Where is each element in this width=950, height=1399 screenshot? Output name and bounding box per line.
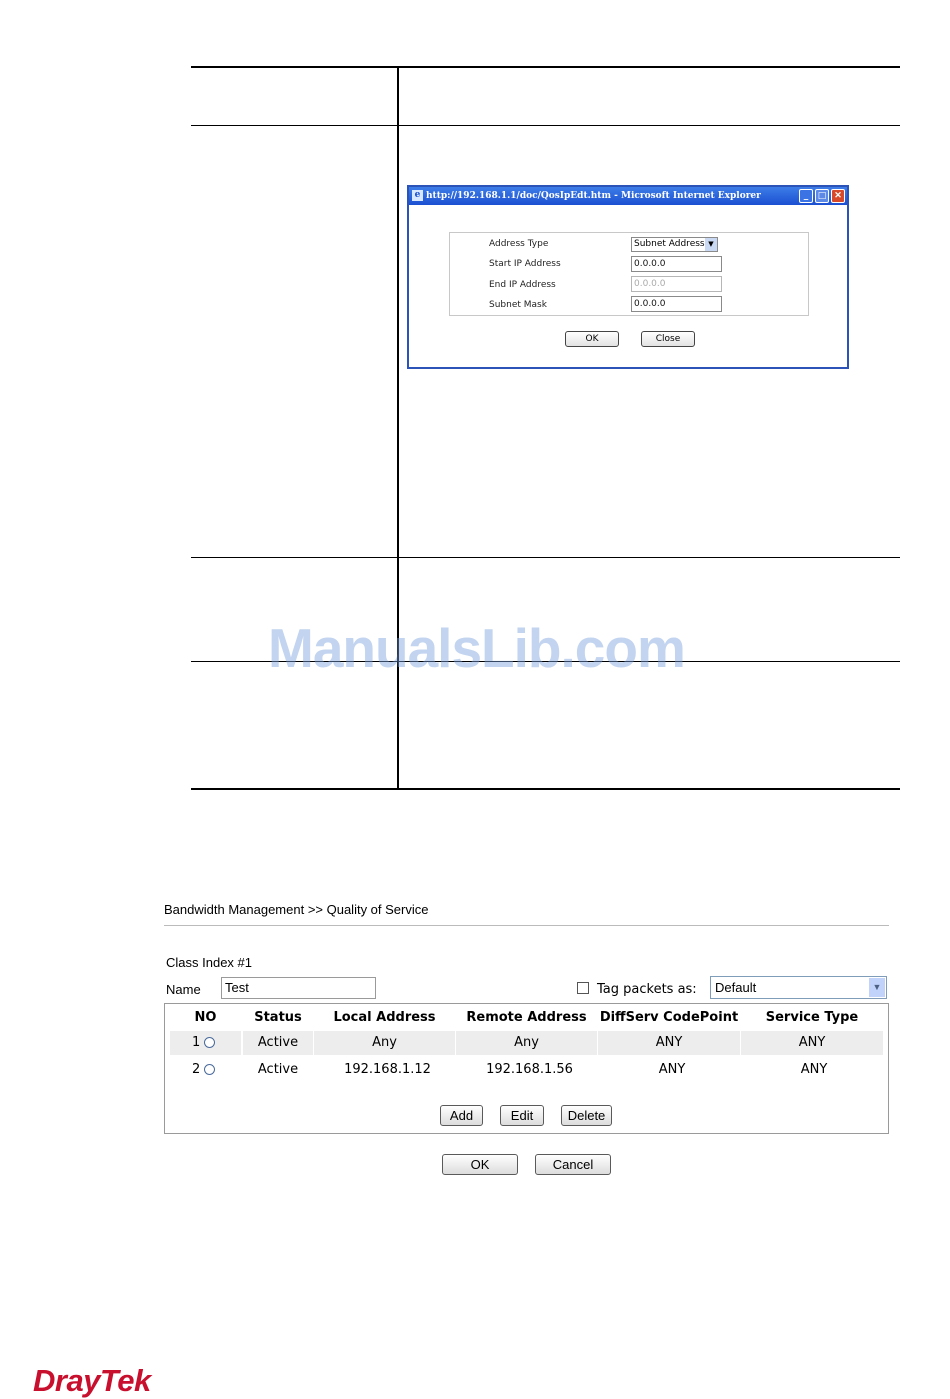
start-ip-label: Start IP Address xyxy=(489,259,561,269)
subnet-mask-input[interactable]: 0.0.0.0 xyxy=(631,296,722,312)
row-status: Active xyxy=(243,1031,313,1055)
breadcrumb-divider xyxy=(164,925,889,926)
address-type-label: Address Type xyxy=(489,239,549,249)
ie-logo-icon: e xyxy=(412,190,423,201)
chevron-down-icon: ▼ xyxy=(869,978,885,997)
row-remote-address: 192.168.1.56 xyxy=(486,1062,573,1077)
row-service-type: ANY xyxy=(800,1062,828,1077)
end-ip-label: End IP Address xyxy=(489,280,556,290)
start-ip-input[interactable]: 0.0.0.0 xyxy=(631,256,722,272)
row-select-radio[interactable] xyxy=(204,1037,215,1048)
col-header-status: Status xyxy=(254,1010,302,1025)
class-index-title: Class Index #1 xyxy=(166,955,252,970)
watermark: ManualsLib.com xyxy=(268,617,685,679)
address-type-value: Subnet Address xyxy=(634,239,705,249)
row-select-radio[interactable] xyxy=(204,1064,215,1075)
table-column-divider xyxy=(397,66,399,790)
row-service-type: ANY xyxy=(741,1031,883,1055)
table-bottom-rule xyxy=(191,788,900,790)
name-input[interactable]: Test xyxy=(221,977,376,999)
ie-close-button[interactable]: Close xyxy=(641,331,695,347)
row-local-address: Any xyxy=(314,1031,455,1055)
col-header-local-address: Local Address xyxy=(333,1010,436,1025)
table-row-rule xyxy=(191,557,900,558)
ip-edit-form xyxy=(449,232,809,316)
name-label: Name xyxy=(166,982,201,997)
ie-titlebar[interactable] xyxy=(409,187,847,205)
row-no-cell xyxy=(170,1058,241,1082)
address-type-select[interactable] xyxy=(631,237,718,252)
breadcrumb: Bandwidth Management >> Quality of Service xyxy=(164,902,429,917)
tag-packets-checkbox[interactable] xyxy=(577,982,589,994)
ie-ok-button[interactable]: OK xyxy=(565,331,619,347)
ie-popup-window xyxy=(407,185,849,369)
draytek-logo: DrayTek xyxy=(33,1363,151,1398)
table-row-rule xyxy=(191,125,900,126)
tag-packets-select[interactable] xyxy=(710,976,887,999)
subnet-mask-label: Subnet Mask xyxy=(489,300,547,310)
col-header-service-type: Service Type xyxy=(765,1010,859,1025)
row-status: Active xyxy=(257,1062,299,1077)
tag-packets-label: Tag packets as: xyxy=(597,982,697,997)
add-button[interactable]: Add xyxy=(440,1105,483,1126)
row-diffserv: ANY xyxy=(658,1062,686,1077)
maximize-icon[interactable]: □ xyxy=(815,189,829,203)
row-local-address: 192.168.1.12 xyxy=(344,1062,431,1077)
tag-packets-value: Default xyxy=(715,980,757,995)
ok-button[interactable]: OK xyxy=(442,1154,518,1175)
end-ip-input[interactable]: 0.0.0.0 xyxy=(631,276,722,292)
row-diffserv: ANY xyxy=(598,1031,740,1055)
ie-title-text: http://192.168.1.1/doc/QosIpEdt.htm - Microsoft Internet Explorer xyxy=(426,191,761,201)
row-remote-address: Any xyxy=(456,1031,597,1055)
row-no-cell xyxy=(170,1031,241,1055)
cancel-button[interactable]: Cancel xyxy=(535,1154,611,1175)
row-no: 1 xyxy=(192,1035,201,1050)
col-header-no: NO xyxy=(194,1010,217,1025)
close-icon[interactable]: ✕ xyxy=(831,189,845,203)
edit-button[interactable]: Edit xyxy=(500,1105,544,1126)
chevron-down-icon: ▼ xyxy=(705,238,717,251)
table-top-rule xyxy=(191,66,900,68)
minimize-icon[interactable]: _ xyxy=(799,189,813,203)
col-header-remote-address: Remote Address xyxy=(466,1010,587,1025)
col-header-diffserv: DiffServ CodePoint xyxy=(599,1010,739,1025)
delete-button[interactable]: Delete xyxy=(561,1105,612,1126)
row-no: 2 xyxy=(192,1062,201,1077)
